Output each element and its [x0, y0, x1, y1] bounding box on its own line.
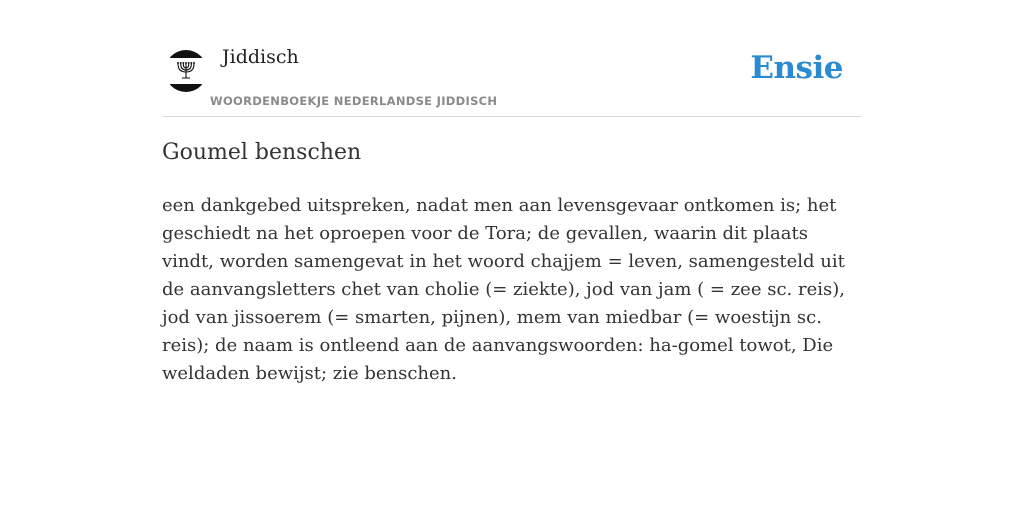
entry-title: Goumel benschen — [162, 140, 362, 165]
icon-band-bottom — [165, 84, 207, 92]
entry-definition: een dankgebed uitspreken, nadat men aan levensgevaar ontkomen is; het geschiedt na het oproepen voor de Tora; de gevallen, waarin dit plaats vindt, worden samengevat in het woord chajjem = leven, samengesteld uit de aanvangsletters chet van cholie (= ziekte), jod van jam ( = zee sc. reis), jod van jissoerem (= smarten, pijnen), mem van miedbar (= woestijn sc. reis); de naam is ontleend aan de aanvangswoorden: ha-gomel towot, Die weldaden bewijst; zie benschen. — [162, 195, 845, 384]
ensie-logo-link[interactable]: Ensie — [750, 50, 843, 86]
dictionary-header — [162, 40, 862, 117]
dictionary-subtitle: WOORDENBOEKJE NEDERLANDSE JIDDISCH — [210, 94, 498, 108]
dictionary-name-link[interactable]: Jiddisch — [222, 46, 299, 68]
menorah-glyph — [176, 60, 196, 82]
menorah-icon[interactable] — [165, 50, 207, 92]
icon-band-top — [165, 50, 207, 58]
